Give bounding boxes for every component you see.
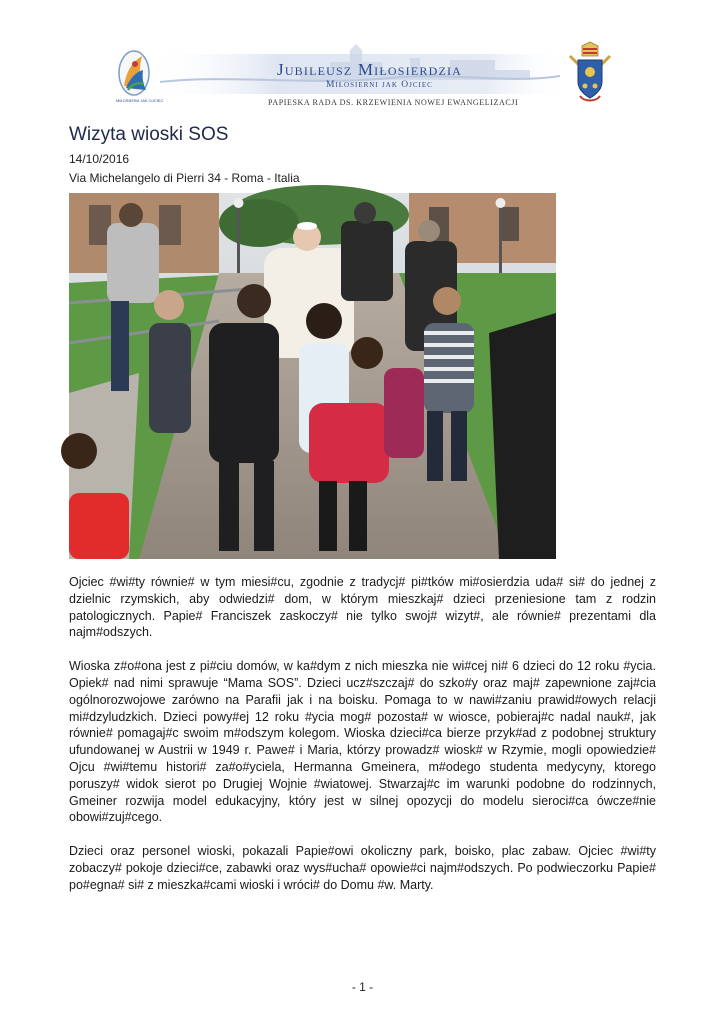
brand-title: Jubileusz Miłosierdzia xyxy=(277,60,463,79)
article-address: Via Michelangelo di Pierri 34 - Roma - Italia xyxy=(69,171,300,185)
page-number: - 1 - xyxy=(351,980,374,994)
brand-subtitle: Miłosierni jak Ojciec xyxy=(326,80,433,90)
article-paragraph: Wioska z#o#ona jest z pi#ciu domów, w ka#dym z nich mieszka nie wi#cej ni# 6 dzieci do 12 roku #ycia. Opiek# nad nimi sprawuje “Mama SOS”. Dzieci ucz#szczaj# do szko#y oraz maj# zapewnione zaj#cia ogólnorozwojowe zarówno na Parafii jak i na boisku. Pomaga to w nawi#zaniu prawid#owych relacji mi#dzyludzkich. Dzieci powy#ej 12 roku #ycia mog# pozosta# w wiosce, pobieraj#c nadal nauk#, jak równie# pomagaj#c swoim m#odszym kolegom. Wioska dzieci#ca bierze przyk#ad z podobnej struktury ufundowanej w Austrii w 1949 r. Pawe# i Maria, którzy prowadz# wiosk# w Rzymie, mogli opowiedzie# Ojcu #wi#temu histori# za#o#yciela, Hermanna Gmeinera, m#odego studenta medycyny, ktorego poruszy# widok sierot po Drugiej Wojnie #wiatowej. Stwarzaj#c im warunki podobne do rodzinnych, Gmeiner rozwija model edukacyjny, który jest w silnej opozycji do modelu sieroci#ca ówcze#nie obowi#zuj#cego. xyxy=(69,659,656,825)
council-name: PAPIESKA RADA DS. KRZEWIENIA NOWEJ EWANGELIZACJI xyxy=(268,98,519,107)
page-title: Wizyta wioski SOS xyxy=(69,124,229,145)
article-body xyxy=(69,574,656,911)
logo-ring-text: MIŁOSIERNI JAK OJCIEC xyxy=(116,98,164,103)
visit-photo xyxy=(69,193,556,559)
jubilee-logo-icon xyxy=(112,42,164,104)
papal-coat-of-arms-icon xyxy=(566,42,614,104)
header-banner xyxy=(0,0,725,118)
article-date: 14/10/2016 xyxy=(69,152,130,166)
article-paragraph: Dzieci oraz personel wioski, pokazali Papie#owi okoliczny park, boisko, plac zabaw. Ojciec #wi#ty zobaczy# pokoje dzieci#ce, zabawki oraz wys#ucha# opowie#ci najm#odszych. Po podwieczorku Papie# po#egna# si# z mieszka#cami wioski i wróci# do Domu #w. Marty. xyxy=(69,844,656,892)
article-paragraph: Ojciec #wi#ty równie# w tym miesi#cu, zgodnie z tradycj# pi#tków mi#osierdzia uda# si# do jednej z dzielnic rzymskich, aby odwiedzi# dom, w którym mieszkaj# dzieci przeniesione tam z rodzin patologicznych. Papie# Franciszek zaskoczy# nie tylko swoj# wizyt#, ale równie# prezentami dla najm#odszych. xyxy=(69,575,656,640)
